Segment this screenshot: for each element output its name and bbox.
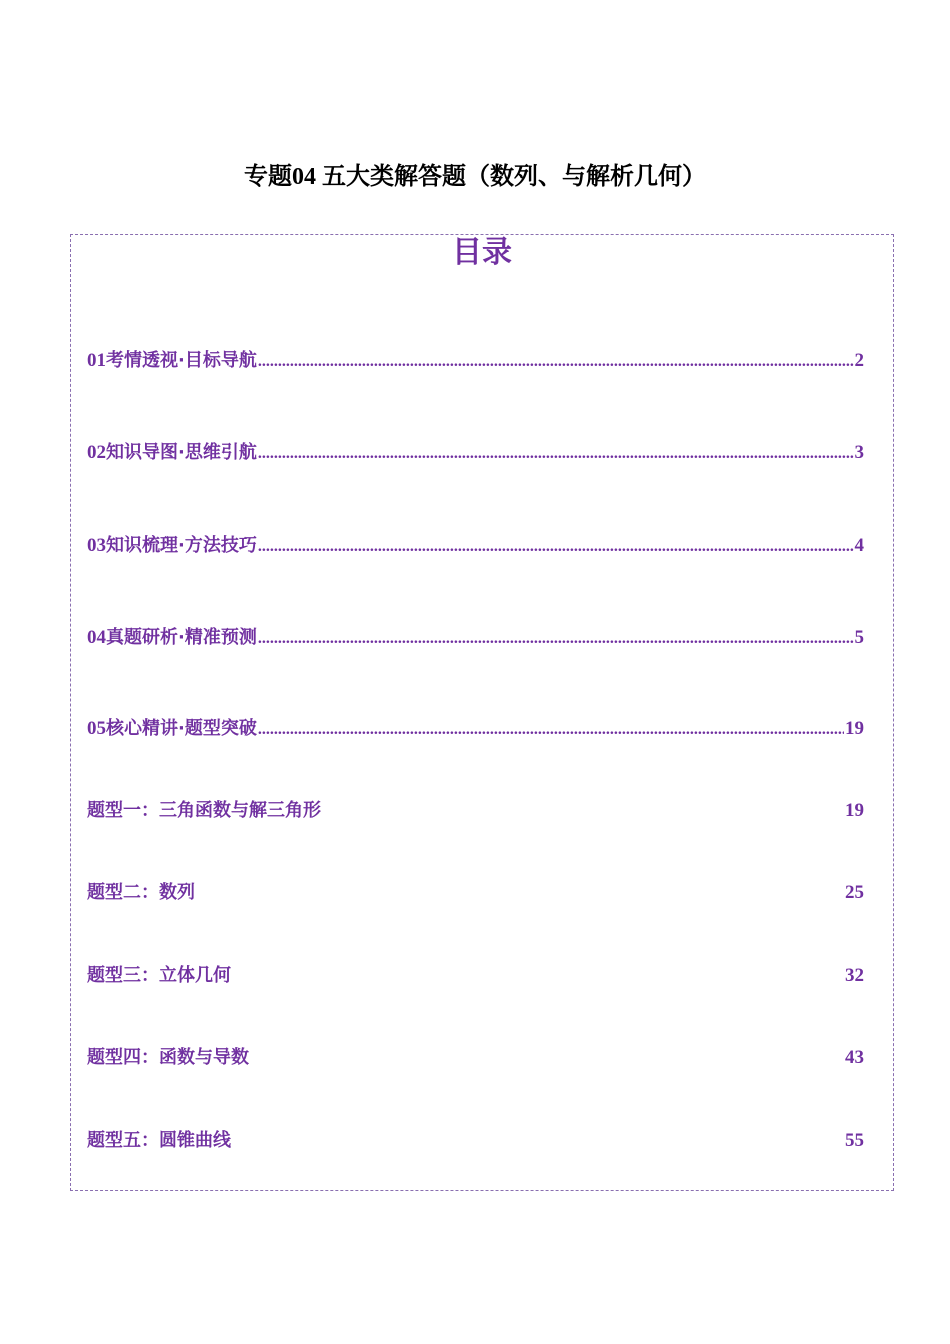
- toc-entry-number: 03: [87, 535, 106, 556]
- toc-subentry-page: 55: [845, 1130, 864, 1151]
- toc-leader-dots: [258, 353, 854, 371]
- toc-subentry-label: 题型一：三角函数与解三角形: [87, 800, 321, 821]
- toc-subentry-label: 题型四：函数与导数: [87, 1047, 249, 1068]
- toc-entry[interactable]: [87, 346, 864, 372]
- toc-entry[interactable]: [87, 531, 864, 557]
- toc-subentry[interactable]: [87, 878, 864, 904]
- toc-leader-dots: [258, 630, 854, 648]
- toc-leader-dots: [258, 721, 844, 739]
- toc-entry-page: 5: [854, 627, 864, 648]
- toc-subentry[interactable]: [87, 1043, 864, 1069]
- toc-entry-number: 04: [87, 627, 106, 648]
- table-of-contents: [70, 234, 894, 1191]
- toc-leader-dots: [258, 538, 854, 556]
- toc-heading: 目录: [452, 235, 512, 270]
- toc-subentry-page: 25: [845, 882, 864, 903]
- toc-subentry[interactable]: [87, 1126, 864, 1152]
- toc-entry[interactable]: [87, 623, 864, 649]
- toc-entry-page: 4: [854, 535, 864, 556]
- toc-entry-number: 01: [87, 350, 106, 371]
- toc-entry-number: 02: [87, 442, 106, 463]
- toc-subentry[interactable]: [87, 796, 864, 822]
- toc-entry-label: 知识梳理·方法技巧: [106, 535, 257, 556]
- toc-entry[interactable]: [87, 438, 864, 464]
- toc-entry-page: 2: [854, 350, 864, 371]
- toc-entry-page: 19: [845, 718, 864, 739]
- toc-entry[interactable]: [87, 714, 864, 740]
- toc-subentry-page: 19: [845, 800, 864, 821]
- document-title: 专题04 五大类解答题（数列、与解析几何）: [244, 164, 706, 190]
- toc-subentry-label: 题型二：数列: [87, 882, 195, 903]
- toc-leader-dots: [258, 445, 854, 463]
- toc-subentry-label: 题型三：立体几何: [87, 965, 231, 986]
- toc-subentry-page: 32: [845, 965, 864, 986]
- toc-entry-page: 3: [854, 442, 864, 463]
- toc-entry-label: 知识导图·思维引航: [106, 442, 257, 463]
- toc-entry-number: 05: [87, 718, 106, 739]
- toc-entry-label: 考情透视·目标导航: [106, 350, 257, 371]
- toc-subentry-label: 题型五：圆锥曲线: [87, 1130, 231, 1151]
- toc-subentry[interactable]: [87, 961, 864, 987]
- toc-entry-label: 真题研析·精准预测: [106, 627, 257, 648]
- toc-subentry-page: 43: [845, 1047, 864, 1068]
- toc-entry-label: 核心精讲·题型突破: [106, 718, 257, 739]
